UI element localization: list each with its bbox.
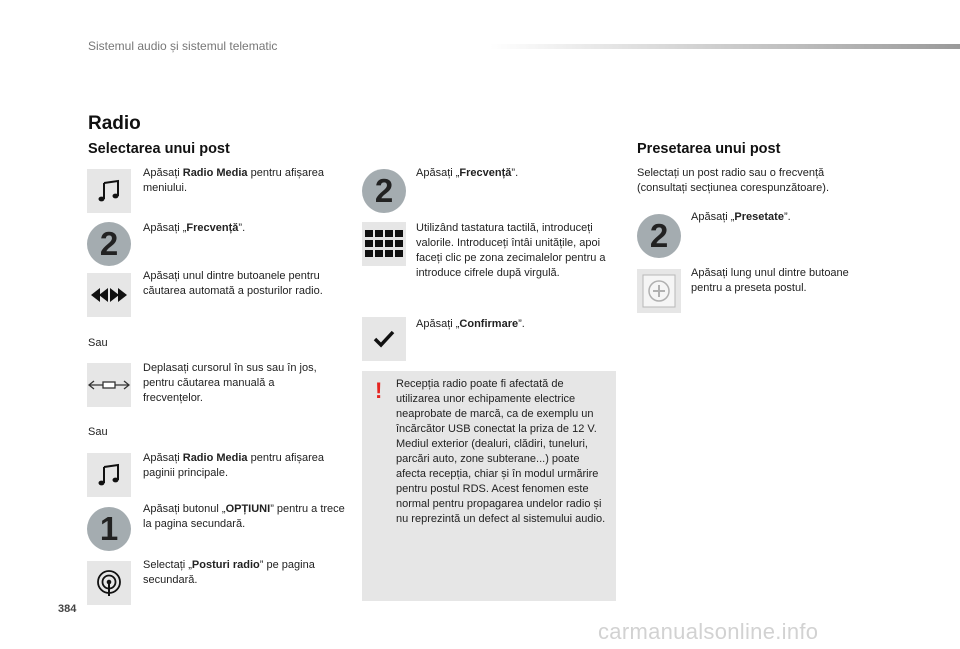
add-preset-plus-icon [637,269,681,313]
step-options-button: Apăsați butonul „OPȚIUNI” pentru a trece la pagina secundară. [143,503,345,530]
step-number-badge: 2 [87,222,131,266]
step-manual-search: Deplasați cursorul în sus sau în jos, pentru căutarea manuală a frecvențelor. [143,362,317,404]
or-separator: Sau [88,337,108,349]
or-separator: Sau [88,426,108,438]
step-long-press-preset: Apăsați lung unul dintre butoane pentru a preseta postul. [691,267,849,294]
step-automatic-search: Apăsați unul dintre butoanele pentru căutarea automată a posturilor radio. [143,270,323,297]
step-enter-values: Utilizând tastatura tactilă, introduceți valorile. Introduceți întâi unitățile, apoi faceți clic pe zona zecimalelor pentru a introduce cifrele după virgulă. [416,222,606,279]
watermark: carmanualsonline.info [598,619,819,644]
section-heading-select-station: Selectarea unui post [88,141,230,157]
page-number: 384 [58,603,77,615]
warning-note-text: Recepția radio poate fi afectată de utilizarea unor echipamente electrice neaprobate de marcă, ca de exemplu un încărcător USB conectat la priza de 12 V. Mediul exterior (dealuri, clădiri, tuneluri, parcări auto, zone subterane...) poate afecta recepția, chiar și în modul urmărire pentru postul RDS. Acest fenomen este normal pentru propagarea undelor radio și nu reprezintă un defect al sistemului audio. [396,378,606,525]
section-heading-preset-station: Presetarea unui post [637,141,781,157]
step-number-badge: 1 [87,507,131,551]
radio-media-music-icon [87,453,131,497]
step-radio-media-menu: Apăsați Radio Media pentru afișarea meniului. [143,167,324,194]
step-select-radio-stations: Selectați „Posturi radio” pe pagina secundară. [143,559,315,586]
step-press-frequency: Apăsați „Frecvență”. [143,222,246,234]
warning-exclamation-icon: ! [375,378,383,403]
page-title: Radio [88,113,141,134]
step-press-presets: Apăsați „Presetate”. [691,211,791,223]
preset-intro-text: Selectați un post radio sau o frecvență (consultați secțiunea corespunzătoare). [637,167,829,194]
step-press-frequency: Apăsați „Frecvență”. [416,167,519,179]
radio-media-music-icon [87,169,131,213]
numeric-keypad-icon [362,222,406,266]
running-header: Sistemul audio și sistemul telematic [88,39,278,53]
header-gradient-bar [490,44,960,49]
seek-arrows-icon [87,273,131,317]
step-number-badge: 2 [637,214,681,258]
step-press-confirm: Apăsați „Confirmare”. [416,318,525,330]
confirm-check-icon [362,317,406,361]
step-number-badge: 2 [362,169,406,213]
step-radio-media-main-page: Apăsați Radio Media pentru afișarea paginii principale. [143,452,324,479]
radio-stations-icon [87,561,131,605]
slider-cursor-icon [87,363,131,407]
